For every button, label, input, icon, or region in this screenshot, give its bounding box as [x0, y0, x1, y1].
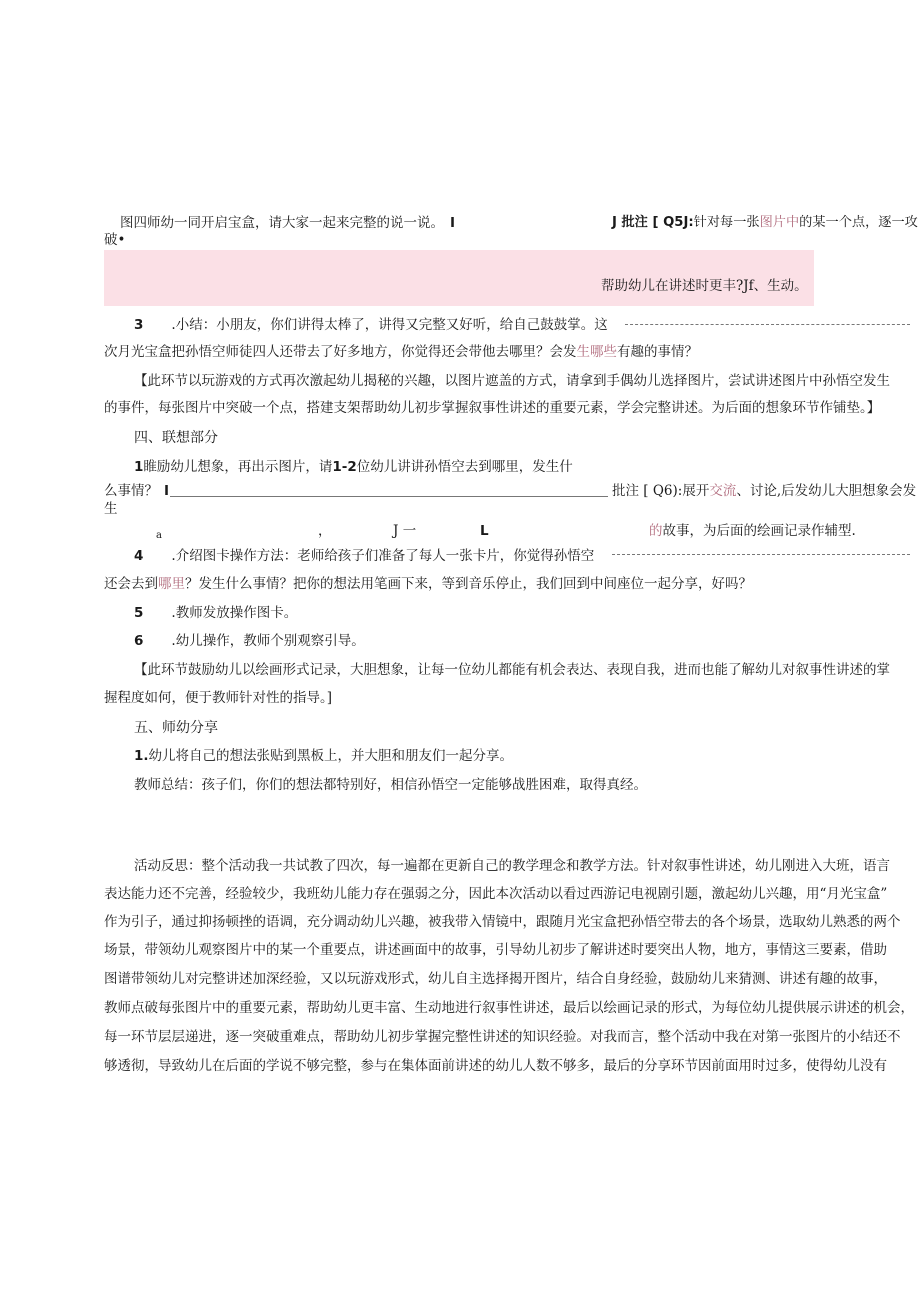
note-1-line1: 【此环节以玩游戏的方式再次激起幼儿揭秘的兴趣，以图片遮盖的方式，请拿到手偶幼儿选择图片，尝试讲述图片中孙悟空发生: [134, 373, 890, 389]
section-4-item1-rest: 位幼儿讲讲孙悟空去到哪里，发生什: [356, 459, 573, 475]
section-4-item1-text: 睢励幼儿想象，再出示图片，请: [143, 459, 333, 475]
step-3-num: 3: [134, 317, 144, 333]
comment-connector-2: [170, 496, 608, 497]
fragment-l: L: [480, 523, 489, 539]
comment-q6-a: 展开: [682, 483, 710, 499]
step-3-line2-c: 有趣的事情？: [617, 344, 698, 360]
step-3-line2-a: 次月光宝盒把孙悟空师徒四人还带去了好多地方，你觉得还会带他去哪里？会发: [104, 344, 577, 360]
reflection-line: 场景，带领幼儿观察图片中的某一个重要点，讲述画面中的故事，引导幼儿初步了解讲述时要突出人物，地方，事情这三要素，借助: [104, 942, 887, 958]
comment-q6-c: 、讨论,后发幼儿大胆想象会发: [736, 483, 917, 499]
opening-mark: I: [450, 215, 456, 231]
step-4-num: 4: [134, 548, 144, 564]
comment-q5-prefix: J 批注 [ Q5J:: [612, 215, 694, 230]
fragment-j: J 一: [393, 523, 417, 539]
step-5: [134, 603, 297, 623]
comment-q6-tail: 生: [104, 501, 118, 517]
section-4-title: 四、联想部分: [134, 430, 218, 446]
section-5-title: 五、师幼分享: [134, 720, 218, 736]
reflection-line: 作为引子，通过抑扬顿挫的语调，充分调动幼儿兴趣，被我带入情镜中，跟随月光宝盒把孙悟空带去的各个场景，选取幼儿熟悉的两个: [104, 914, 901, 930]
fragment-de: 的: [649, 523, 663, 539]
opening-tail: 破•: [104, 232, 126, 248]
note-2-line2: 握程度如何，便于教师针对性的指导。]: [104, 690, 333, 706]
fragment-comma: ，: [318, 523, 332, 539]
comment-q5-text-c: 的某一个点，逐一攻: [799, 215, 918, 230]
section-5-item1-num: 1.: [134, 748, 149, 764]
reflection-line: 活动反思：整个活动我一共试教了四次，每一遍都在更新自己的教学理念和教学方法。针对叙事性讲述，幼儿刚进入大班，语言: [134, 858, 890, 874]
reflection-line: 表达能力还不完善，经验较少，我班幼儿能力存在强弱之分，因此本次活动以看过西游记电视剧引题，激起幼儿兴趣，用“月光宝盒”: [104, 886, 888, 902]
step-5-num: 5: [134, 605, 144, 621]
section-4-item1-mark: I: [164, 483, 170, 499]
section-5-summary: 教师总结：孩子们，你们的想法都特别好，相信孙悟空一定能够战胜困难，取得真经。: [134, 777, 647, 793]
section-4-item1-num: 1: [134, 459, 144, 475]
step-3-line2: [104, 342, 698, 362]
comment-connector-1: [625, 324, 910, 325]
step-4-line2-b: 哪里: [158, 576, 185, 592]
section-4-item1-bold: 1-2: [332, 459, 357, 475]
section-4-item1-line2: 么事情？: [104, 483, 158, 499]
section-5-item1: [134, 746, 513, 766]
step-4-line2-a: 还会去到: [104, 576, 158, 592]
step-3-line1: .小结：小朋友，你们讲得太棒了，讲得又完整又好听，给自己鼓鼓掌。这: [171, 317, 608, 333]
step-4-line2: [104, 574, 752, 594]
step-6-text: .幼儿操作，教师个别观察引导。: [171, 633, 365, 649]
step-4-line1: .介绍图卡操作方法：老师给孩子们准备了每人一张卡片，你觉得孙悟空: [171, 548, 595, 564]
comment-q6-prefix: 批注 [ Q6):: [612, 483, 683, 499]
fragment-a: a: [156, 530, 162, 541]
opening-text: 图四师幼一同开启宝盒，请大家一起来完整的说一说。: [120, 215, 444, 231]
step-4: [134, 546, 594, 566]
step-3: [134, 315, 608, 335]
section-4-item1: [134, 457, 573, 477]
step-4-line2-c: ？发生什么事情？把你的想法用笔画下来，等到音乐停止，我们回到中间座位一起分享，好吗？: [185, 576, 752, 592]
step-3-line2-b: 生哪些: [576, 344, 617, 360]
comment-q5[interactable]: [612, 213, 918, 233]
comment-connector-3: [612, 554, 910, 555]
comment-band-text: 帮助幼儿在讲述时更丰?Jf、生动。: [601, 278, 808, 294]
comment-q6[interactable]: [612, 481, 916, 501]
comment-q5-text-b: 图片中: [759, 215, 800, 230]
paragraph-opening: [120, 213, 455, 233]
fragment-rest: 故事，为后面的绘画记录作辅型.: [662, 523, 856, 539]
note-2-line1: 【此环节鼓励幼儿以绘画形式记录，大胆想象，让每一位幼儿都能有机会表达、表现自我，进而也能了解幼儿对叙事性讲述的掌: [134, 662, 890, 678]
reflection-line: 教师点破每张图片中的重要元素，帮助幼儿更丰富、生动地进行叙事性讲述，最后以绘画记录的形式，为每位幼儿提供展示讲述的机会，: [104, 1000, 914, 1016]
section-4-item1-line2-row: [104, 481, 169, 501]
section-5-item1-text: 幼儿将自己的想法张贴到黑板上，并大胆和朋友们一起分享。: [148, 748, 514, 764]
reflection-line: 够透彻，导致幼儿在后面的学说不够完整，参与在集体面前讲述的幼儿人数不够多，最后的分享环节因前面用时过多，使得幼儿没有: [104, 1058, 887, 1074]
comment-q6-b: 交流: [709, 483, 737, 499]
step-6: [134, 631, 365, 651]
reflection-line: 图谱带领幼儿对完整讲述加深经验，又以玩游戏形式，幼儿自主选择揭开图片，结合自身经验，鼓励幼儿来猜测、讲述有趣的故事，: [104, 971, 887, 987]
step-5-text: .教师发放操作图卡。: [171, 605, 298, 621]
section-4-line3: [649, 521, 856, 541]
reflection-line: 每一环节层层递进，逐一突破重难点，帮助幼儿初步掌握完整性讲述的知识经验。对我而言，整个活动中我在对第一张图片的小结还不: [104, 1029, 901, 1045]
comment-q5-text-a: 针对每一张: [693, 215, 760, 230]
note-1-line2: 的事件，每张图片中突破一个点，搭建支架帮助幼儿初步掌握叙事性讲述的重要元素，学会完整讲述。为后面的想象环节作铺垫。】: [104, 400, 881, 416]
step-6-num: 6: [134, 633, 144, 649]
